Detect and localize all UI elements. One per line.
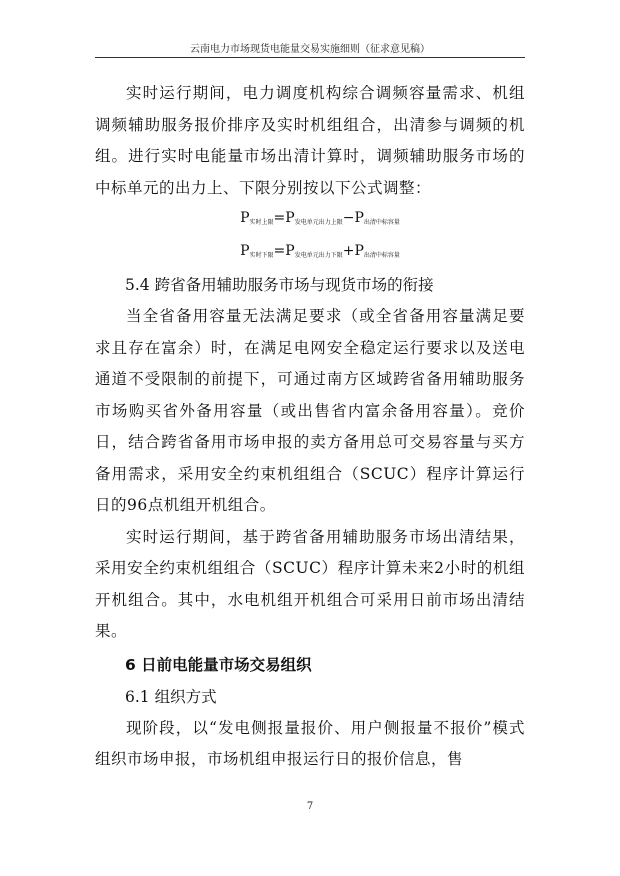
formula-symbol: −P [342, 210, 364, 226]
formula-upper-limit [95, 204, 525, 237]
paragraph-organization-mode: 现阶段，以“发电侧报量报价、用户侧报量不报价”模式组织市场申报，市场机组申报运行日的报价信息，售 [95, 718, 525, 768]
formula-lower-limit [95, 237, 525, 270]
page-header: 云南电力市场现货电能量交易实施细则（征求意见稿） [190, 44, 430, 55]
formula-symbol: =P [273, 243, 295, 259]
paragraph-cross-province-reserve: 当全省备用容量无法满足要求（或全省备用容量满足要求且存在富余）时，在满足电网安全稳定运行要求以及送电通道不受限制的前提下，可通过南方区域跨省备用辅助服务市场购买省外备用容量（或出售省内富余备用容量）。竞价日，结合跨省备用市场申报的卖方备用总可交易容量与买方备用需求，采用安全约束机组组合（SCUC）程序计算运行日的96点机组开机组合。 [95, 307, 525, 514]
formula-symbol: P [240, 210, 250, 226]
formula-subscript: 出清中标容量 [363, 219, 400, 226]
section-heading-6: 6 日前电能量市场交易组织 [125, 655, 312, 674]
paragraph-realtime-reserve: 实时运行期间，基于跨省备用辅助服务市场出清结果，采用安全约束机组组合（SCUC）程序计算未来2小时的机组开机组合。其中，水电机组开机组合可采用日前市场出清结果。 [95, 527, 525, 640]
formula-subscript: 发电单元出力下限 [294, 252, 343, 259]
formula-symbol: P [240, 243, 250, 259]
formula-subscript: 发电单元出力上限 [294, 219, 343, 226]
header-rule [95, 57, 525, 58]
section-heading-6-1: 6.1 组织方式 [125, 687, 217, 706]
formula-symbol: =P [273, 210, 295, 226]
formula-symbol: +P [342, 243, 364, 259]
page-number: 7 [306, 801, 314, 812]
document-body [95, 78, 525, 776]
paragraph-realtime-frequency: 实时运行期间，电力调度机构综合调频容量需求、机组调频辅助服务报价排序及实时机组组合，出清参与调频的机组。进行实时电能量市场出清计算时，调频辅助服务市场的中标单元的出力上、下限分别按以下公式调整： [95, 84, 525, 197]
formula-subscript: 实时上限 [249, 219, 274, 226]
section-heading-5-4: 5.4 跨省备用辅助服务市场与现货市场的衔接 [125, 276, 434, 294]
formula-subscript: 出清中标容量 [363, 252, 400, 259]
formula-subscript: 实时下限 [249, 252, 274, 259]
